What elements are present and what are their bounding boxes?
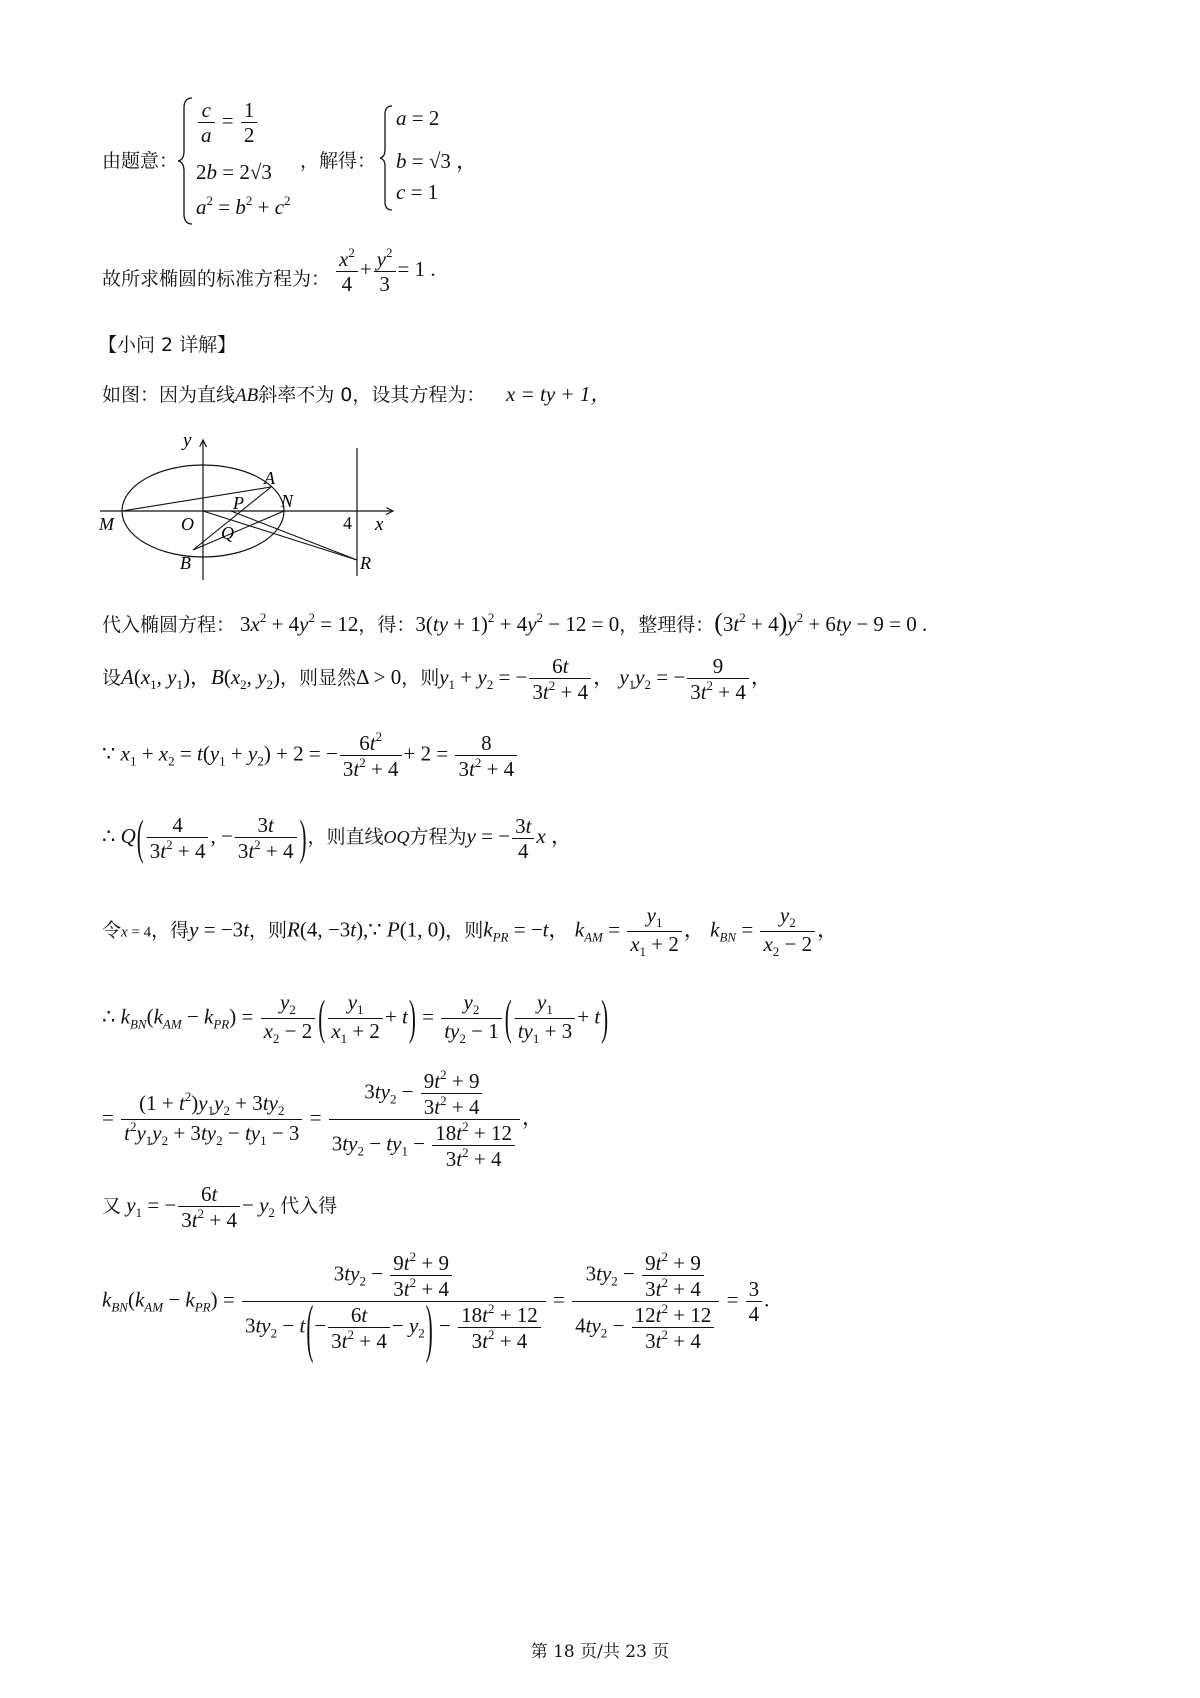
ellipse-standard-label: 故所求椭圆的标准方程为： — [102, 268, 331, 290]
substitute-y1-line: 又 $y_1$ = − $\frac{6t}{3t^2 + 4}$ − $y_2$ 代入得 — [102, 1182, 338, 1233]
system1-eq3: $a^2 = b^2 + c^2$ — [196, 193, 291, 219]
system1-eq1: $\frac{c}{a}$ = $\frac{1}{2}$ — [196, 98, 259, 147]
segment-MA — [122, 487, 271, 511]
vieta-line: 设$A(x_1$, $y_1$)，$B(x_2$, $y_2$)，则显然Δ > 0，则$y_1 + y_2$ = − $\frac{6t}{3t^2 + 4}$ ， $y_1y_2$ = − $\frac{9}{3t^2 + 4}$ ， — [102, 654, 772, 705]
left-brace-2 — [378, 104, 396, 212]
kbn-expr-1: ∴ $k_{BN}(k_{AM} - k_{PR})$ = $\frac{y_2}{x_2 - 2}$ ( $\frac{y_1}{x_1 + 2}$ + t) = $\frac{y_2}{ty_2 - 1}$ ( $\frac{y_1}{ty_1 + 3}$ + t) — [102, 989, 609, 1046]
ellipse-poly-eq: $3x^2 + 4y^2 = 12$，得：$3(ty + 1)^2 + 4y^2 - 12 = 0$，整理得：$(3t^2 + 4)y^2 + 6ty - 9 = 0$ . — [240, 608, 928, 637]
left-brace-1 — [176, 96, 196, 226]
system1-eq2: 2b = 2√3 — [196, 160, 272, 184]
section-title: 【小问 2 详解】 — [98, 334, 237, 356]
fig-label-y: y — [183, 430, 192, 451]
fig-label-O: O — [181, 514, 194, 534]
kbn-expr-2: = $\frac{(1 + t^2)y_1y_2 + 3ty_2}{t^2y_1y_2 + 3ty_2 - ty_1 - 3}$ = $3ty_2$ − $\frac{9t^2 + 9}{3t^2 + 4}$ $3ty_2 - ty_1$ − $\frac{18t^2 + 12}{3t^2 + 4}$ ， — [102, 1067, 543, 1172]
fig-label-4: 4 — [343, 513, 352, 533]
fig-label-x: x — [375, 514, 384, 535]
substitute-label: 代入椭圆方程： — [102, 614, 236, 636]
fig-label-R: R — [360, 553, 371, 573]
kbn-final: $k_{BN}(k_{AM} - k_{PR})$ = $3ty_2$ − $\frac{9t^2 + 9}{3t^2 + 4}$ $3ty_2 - t(-$ $\frac{6t}{3t^2 + 4}$ − $y_2$) − $\frac{18t^2 + 12}{3t^2 + 4}$ = $3ty_2$ − $\frac{9t^2 + 9}{3t^2 + 4}$ $4ty_2$ − $\frac{12t^2 + 12}{3t^2 + 4}$ = $\frac{3}{4}$ . — [102, 1249, 770, 1365]
system2-eq3: c = 1 — [396, 180, 439, 204]
page-footer: 第 18 页/共 23 页 — [530, 1642, 670, 1662]
fig-label-N: N — [281, 491, 294, 511]
line-ab-equation: x = ty + 1， — [506, 382, 612, 406]
fig-label-A: A — [264, 468, 275, 488]
fig-label-Q: Q — [221, 523, 234, 543]
segment-PR — [231, 511, 357, 560]
sum-x-line: ∵ $x_1 + x_2 = t(y_1 + y_2) + 2$ = − $\frac{6t^2}{3t^2 + 4}$ + 2 = $\frac{8}{3t^2 + 4}$ — [102, 730, 519, 781]
fig-label-M: M — [99, 514, 114, 534]
solve-label: ，解得： — [300, 150, 377, 172]
segment-BN — [193, 511, 284, 550]
fig-label-P: P — [233, 493, 244, 513]
fig-label-B: B — [180, 553, 191, 573]
point-q-line: ∴ Q( $\frac{4}{3t^2 + 4}$ , − $\frac{3t}{3t^2 + 4}$ )，则直线OQ方程为y = − $\frac{3t}{4}$ x ， — [102, 809, 572, 865]
ellipse-equation: $\frac{x^2}{4}$ + $\frac{y^2}{3}$ = 1 . — [334, 246, 436, 296]
ellipse-figure — [95, 428, 395, 586]
system2-eq1: a = 2 — [396, 106, 440, 130]
slopes-line: 令x = 4，得y = −3t，则R(4, −3t),∵ P(1, 0)，则$k_{PR} = -t$， $k_{AM}$ = $\frac{y_1}{x_1 + 2}$ ， $k_{BN}$ = $\frac{y_2}{x_2 - 2}$ ， — [102, 903, 839, 959]
given-conditions-label: 由题意： — [102, 150, 179, 172]
line-ab-intro: 如图：因为直线AB斜率不为 0，设其方程为： — [102, 384, 486, 406]
system2-eq2: b = √3 ， — [396, 149, 478, 173]
